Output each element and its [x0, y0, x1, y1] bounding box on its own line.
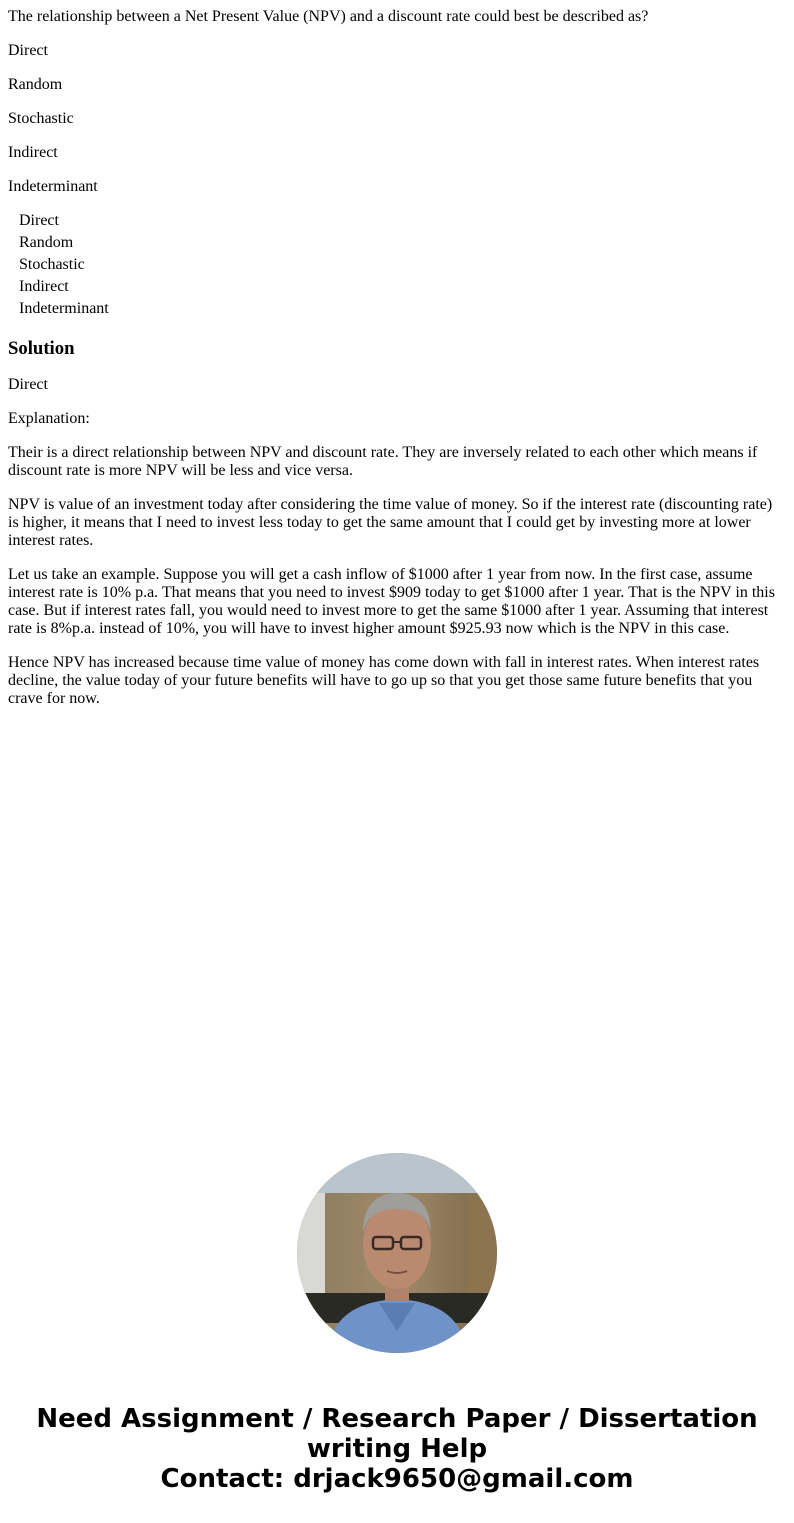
- contact-footer: [0, 1404, 794, 1494]
- solution-answer: Direct: [8, 376, 48, 393]
- list-item: Random: [19, 234, 74, 251]
- explanation-paragraph: Let us take an example. Suppose you will get a cash inflow of $1000 after 1 year from now. In the first case, assume interest rate is 10% p.a. That means that you need to invest $909 today to get $1000 after 1 year. That is the NPV in this case. But if interest rates fall, you would need to invest more to get the same $1000 after 1 year. Assuming that interest rate is 8%p.a. instead of 10%, you will have to invest higher amount $925.93 now which is the NPV in this case.: [8, 566, 775, 637]
- explanation-paragraph: NPV is value of an investment today after considering the time value of money. So if the interest rate (discounting rate) is higher, it means that I need to invest less today to get the same amount that I could get by investing more at lower interest rates.: [8, 496, 773, 549]
- question-option-direct: Direct: [8, 42, 48, 59]
- document-content: [8, 8, 786, 724]
- question-option-random: Random: [8, 76, 63, 93]
- author-avatar: [297, 1153, 497, 1353]
- list-item: Indirect: [19, 278, 69, 295]
- footer-contact-email: Contact: drjack9650@gmail.com: [160, 1464, 634, 1494]
- explanation-paragraph: Hence NPV has increased because time value of money has come down with fall in interest rates. When interest rates decline, the value today of your future benefits will have to go up so that you get those same future benefits that you crave for now.: [8, 654, 760, 707]
- answer-options-list: [8, 212, 786, 322]
- question-text: The relationship between a Net Present Value (NPV) and a discount rate could best be described as?: [8, 8, 649, 25]
- solution-heading: Solution: [8, 338, 75, 359]
- question-option-stochastic: Stochastic: [8, 110, 74, 127]
- list-item: Indeterminant: [19, 300, 109, 317]
- footer-headline: Need Assignment / Research Paper / Dissertation writing Help: [36, 1404, 758, 1464]
- explanation-label: Explanation:: [8, 410, 90, 427]
- list-item: Stochastic: [19, 256, 85, 273]
- explanation-paragraph: Their is a direct relationship between NPV and discount rate. They are inversely related to each other which means if discount rate is more NPV will be less and vice versa.: [8, 444, 758, 479]
- question-option-indeterminant: Indeterminant: [8, 178, 98, 195]
- list-item: Direct: [19, 212, 59, 229]
- question-option-indirect: Indirect: [8, 144, 58, 161]
- person-portrait-icon: [297, 1153, 497, 1353]
